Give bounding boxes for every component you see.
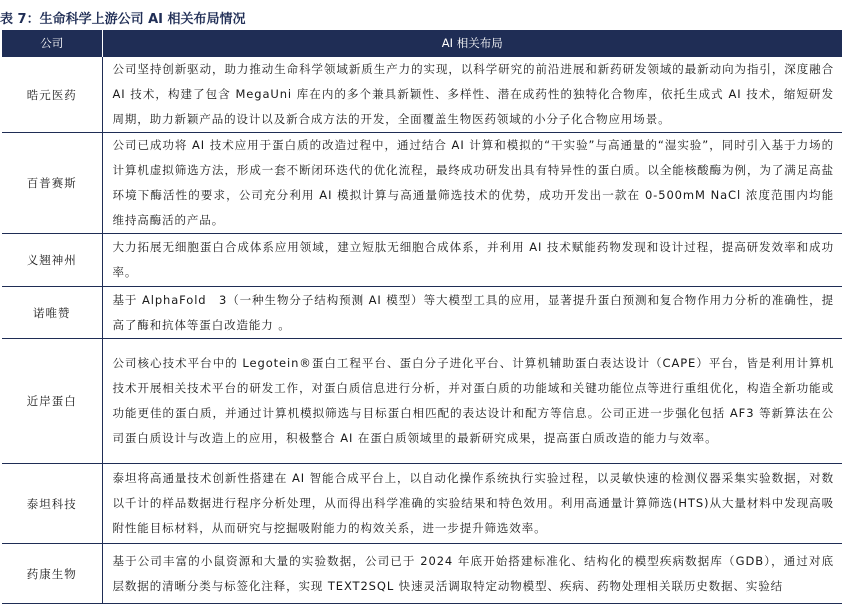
company-cell: 义翘神州 — [2, 234, 102, 287]
description-text: 大力拓展无细胞蛋白合成体系应用领域，建立短肽无细胞合成体系，并利用 AI 技术赋能药物发现和设计过程，提高研发效率和成功率。 — [112, 240, 834, 279]
description-cell — [102, 287, 842, 339]
table-row — [2, 133, 842, 234]
company-cell: 药康生物 — [2, 544, 102, 604]
table-row — [2, 464, 842, 544]
company-cell: 近岸蛋白 — [2, 339, 102, 464]
description-text: 基于公司丰富的小鼠资源和大量的实验数据，公司已于 2024 年底开始搭建标准化、结构化的模型疾病数据库（GDB），通过对底层数据的清晰分类与标签化注释，实现 TEXT2SQL 快速灵活调取特定动物模型、疾病、药物处理相关联历史数据、实验结 — [112, 553, 834, 593]
table-caption: 表 7：生命科学上游公司 AI 相关布局情况 — [0, 12, 246, 27]
table-row — [2, 339, 842, 464]
description-cell — [102, 544, 842, 604]
description-text: 公司已成功将 AI 技术应用于蛋白质的改造过程中，通过结合 AI 计算和模拟的“干实验”与高通量的“湿实验”，同时引入基于力场的计算机虚拟筛选方法，形成一套不断闭环迭代的优化流程，最终成功研发出具有特异性的蛋白质。以全能核酸酶为例，为了满足高盐环境下酶活性的要求，公司充分利用 AI 模拟计算与高通量筛选技术的优势，成功开发出一款在 0-500mM NaCl 浓度范围内均能维持高酶活的产品。 — [112, 138, 834, 227]
table-row — [2, 544, 842, 604]
ai-layout-table — [2, 30, 842, 604]
column-header-ai-layout: AI 相关布局 — [102, 30, 842, 57]
description-text: 公司核心技术平台中的 Legotein®蛋白工程平台、蛋白分子进化平台、计算机辅助蛋白表达设计（CAPE）平台，皆是利用计算机技术开展相关技术平台的研发工作，对蛋白质信息进行分析，并对蛋白质的功能域和关键功能位点等进行重组优化，构造全新功能或功能更佳的蛋白质，并通过计算机模拟筛选与目标蛋白相匹配的表达设计和配方等信息。公司正进一步强化包括 AF3 等新算法在公司蛋白质设计与改造上的应用，积极整合 AI 在蛋白质领域里的最新研究成果，提高蛋白质改造的能力与效率。 — [112, 356, 834, 445]
table-row — [2, 287, 842, 339]
company-cell: 百普赛斯 — [2, 133, 102, 234]
table-row — [2, 57, 842, 133]
column-header-company: 公司 — [2, 30, 102, 57]
description-cell — [102, 57, 842, 133]
description-text: 基于 AlphaFold 3（一种生物分子结构预测 AI 模型）等大模型工具的应用，显著提升蛋白预测和复合物作用力分析的准确性，提高了酶和抗体等蛋白改造能力 。 — [112, 292, 834, 332]
description-cell — [102, 234, 842, 287]
description-text: 公司坚持创新驱动，助力推动生命科学领域新质生产力的实现，以科学研究的前沿进展和新药研发领域的最新动向为指引，深度融合 AI 技术，构建了包含 MegaUni 库在内的多个兼具新颖性、多样性、潜在成药性的独特化合物库，依托生成式 AI 技术，缩短研发周期，助力新颖产品的设计以及新合成方法的开发，全面覆盖生物医药领域的小分子化合物应用场景。 — [112, 62, 834, 126]
description-cell — [102, 464, 842, 544]
company-cell: 诺唯赞 — [2, 287, 102, 339]
table-row — [2, 234, 842, 287]
company-cell: 泰坦科技 — [2, 464, 102, 544]
company-cell: 晧元医药 — [2, 57, 102, 133]
table-header-row — [2, 30, 842, 57]
description-text: 泰坦将高通量技术创新性搭建在 AI 智能合成平台上，以自动化操作系统执行实验过程，以灵敏快速的检测仪器采集实验数据，对数以千计的样品数据进行程序分析处理，从而得出科学准确的实验结果和特色效用。利用高通量计算筛选(HTS)从大量材料中发现高吸附性能目标材料，从而研究与挖掘吸附能力的构效关系，进一步提升筛选效率。 — [112, 471, 834, 535]
description-cell — [102, 339, 842, 464]
description-cell — [102, 133, 842, 234]
